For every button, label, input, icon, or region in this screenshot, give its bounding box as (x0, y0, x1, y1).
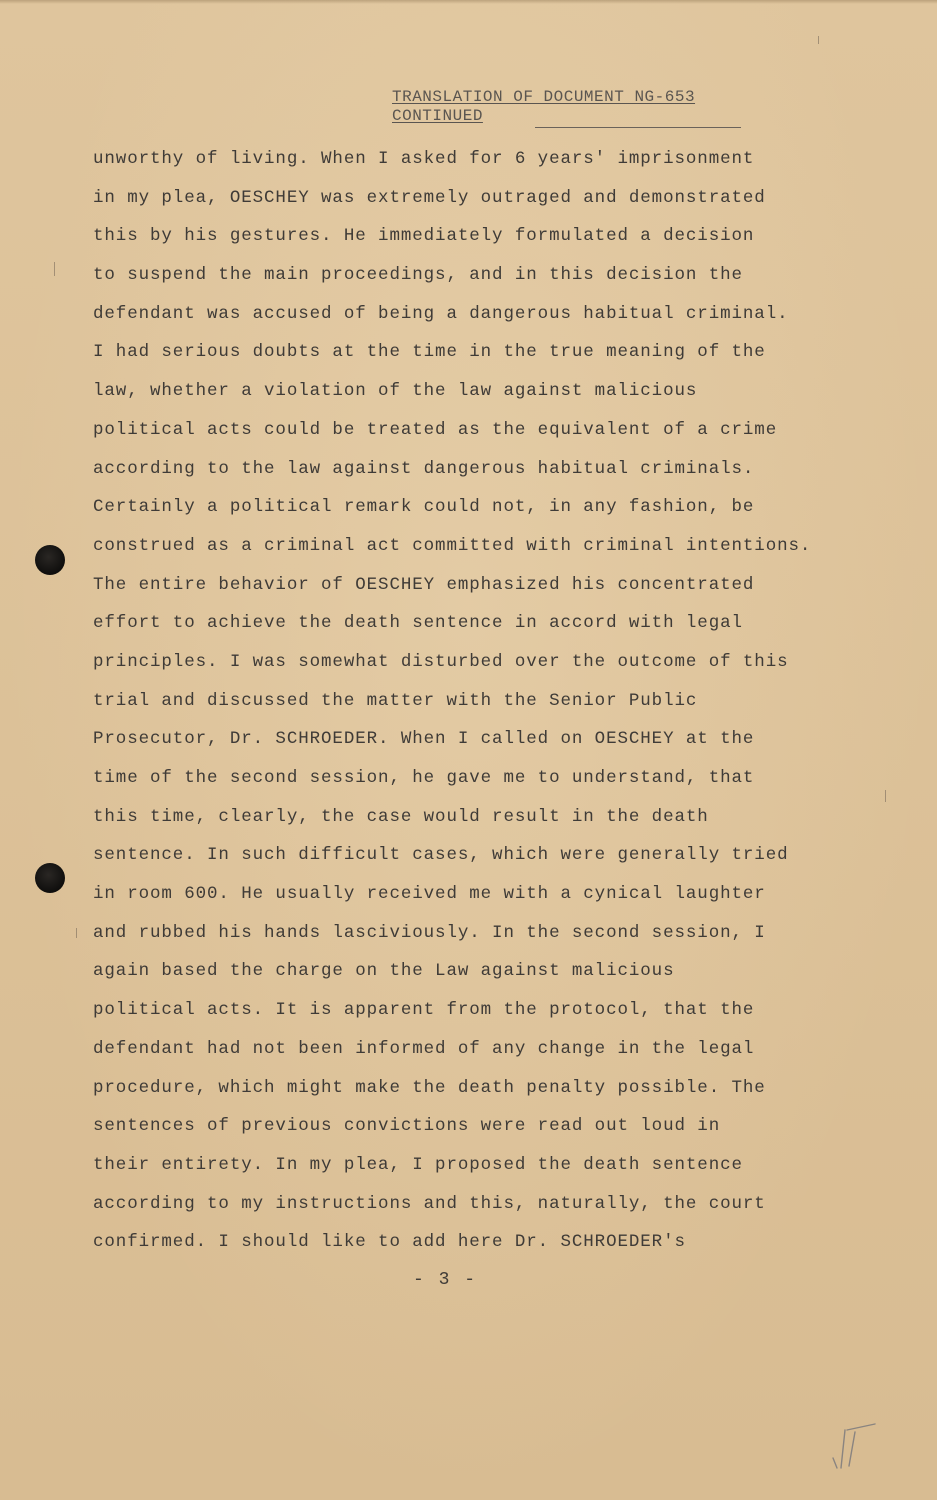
text-line: to suspend the main proceedings, and in this decision the (93, 265, 743, 286)
text-line: political acts. It is apparent from the protocol, that the (93, 1000, 755, 1021)
margin-mark (885, 790, 886, 802)
text-line: time of the second session, he gave me to understand, that (93, 768, 755, 788)
page-number: - 3 - (412, 1270, 477, 1290)
text-line: procedure, which might make the death penalty possible. The (93, 1077, 766, 1098)
margin-mark (818, 36, 819, 44)
text-line: according to my instructions and this, naturally, the court (93, 1193, 766, 1214)
body-text (93, 147, 813, 1269)
header-continued: CONTINUED (392, 107, 483, 125)
text-line: this time, clearly, the case would result in the death (93, 806, 709, 827)
text-line: effort to achieve the death sentence in accord with legal (93, 613, 743, 634)
text-line: principles. I was somewhat disturbed over the outcome of this (93, 651, 789, 672)
text-line: sentence. In such difficult cases, which were generally tried (93, 845, 789, 866)
text-line: according to the law against dangerous habitual criminals. (93, 458, 755, 479)
margin-mark (54, 262, 55, 276)
text-line: their entirety. In my plea, I proposed the death sentence (93, 1154, 743, 1175)
header-title: TRANSLATION OF DOCUMENT NG-653 (392, 88, 696, 106)
document-header (392, 88, 752, 126)
text-line: confirmed. I should like to add here Dr. SCHROEDER's (93, 1232, 686, 1253)
text-line: and rubbed his hands lasciviously. In the second session, I (93, 922, 766, 943)
text-line: Certainly a political remark could not, in any fashion, be (93, 497, 755, 518)
header-underline (535, 127, 741, 128)
text-line: this by his gestures. He immediately formulated a decision (93, 226, 755, 247)
text-line: in my plea, OESCHEY was extremely outraged and demonstrated (93, 187, 766, 208)
text-line: defendant was accused of being a dangerous habitual criminal. (93, 303, 789, 324)
text-line: law, whether a violation of the law against malicious (93, 381, 698, 402)
text-line: Prosecutor, Dr. SCHROEDER. When I called on OESCHEY at the (93, 729, 755, 750)
text-line: again based the charge on the Law against malicious (93, 961, 675, 982)
punch-hole-icon (35, 863, 65, 893)
text-line: political acts could be treated as the equivalent of a crime (93, 419, 778, 440)
text-line: in room 600. He usually received me with a cynical laughter (93, 884, 766, 905)
punch-hole-icon (35, 545, 65, 575)
text-line: unworthy of living. When I asked for 6 years' imprisonment (93, 149, 755, 169)
page-top-edge (0, 0, 937, 4)
handwritten-initials-icon (815, 1410, 885, 1470)
text-line: sentences of previous convictions were read out loud in (93, 1116, 721, 1137)
text-line: trial and discussed the matter with the Senior Public (93, 690, 698, 711)
text-line: construed as a criminal act committed with criminal intentions. (93, 535, 812, 556)
margin-mark (76, 928, 77, 938)
text-line: defendant had not been informed of any change in the legal (93, 1038, 755, 1059)
text-line: The entire behavior of OESCHEY emphasized his concentrated (93, 574, 755, 595)
text-line: I had serious doubts at the time in the true meaning of the (93, 342, 766, 363)
